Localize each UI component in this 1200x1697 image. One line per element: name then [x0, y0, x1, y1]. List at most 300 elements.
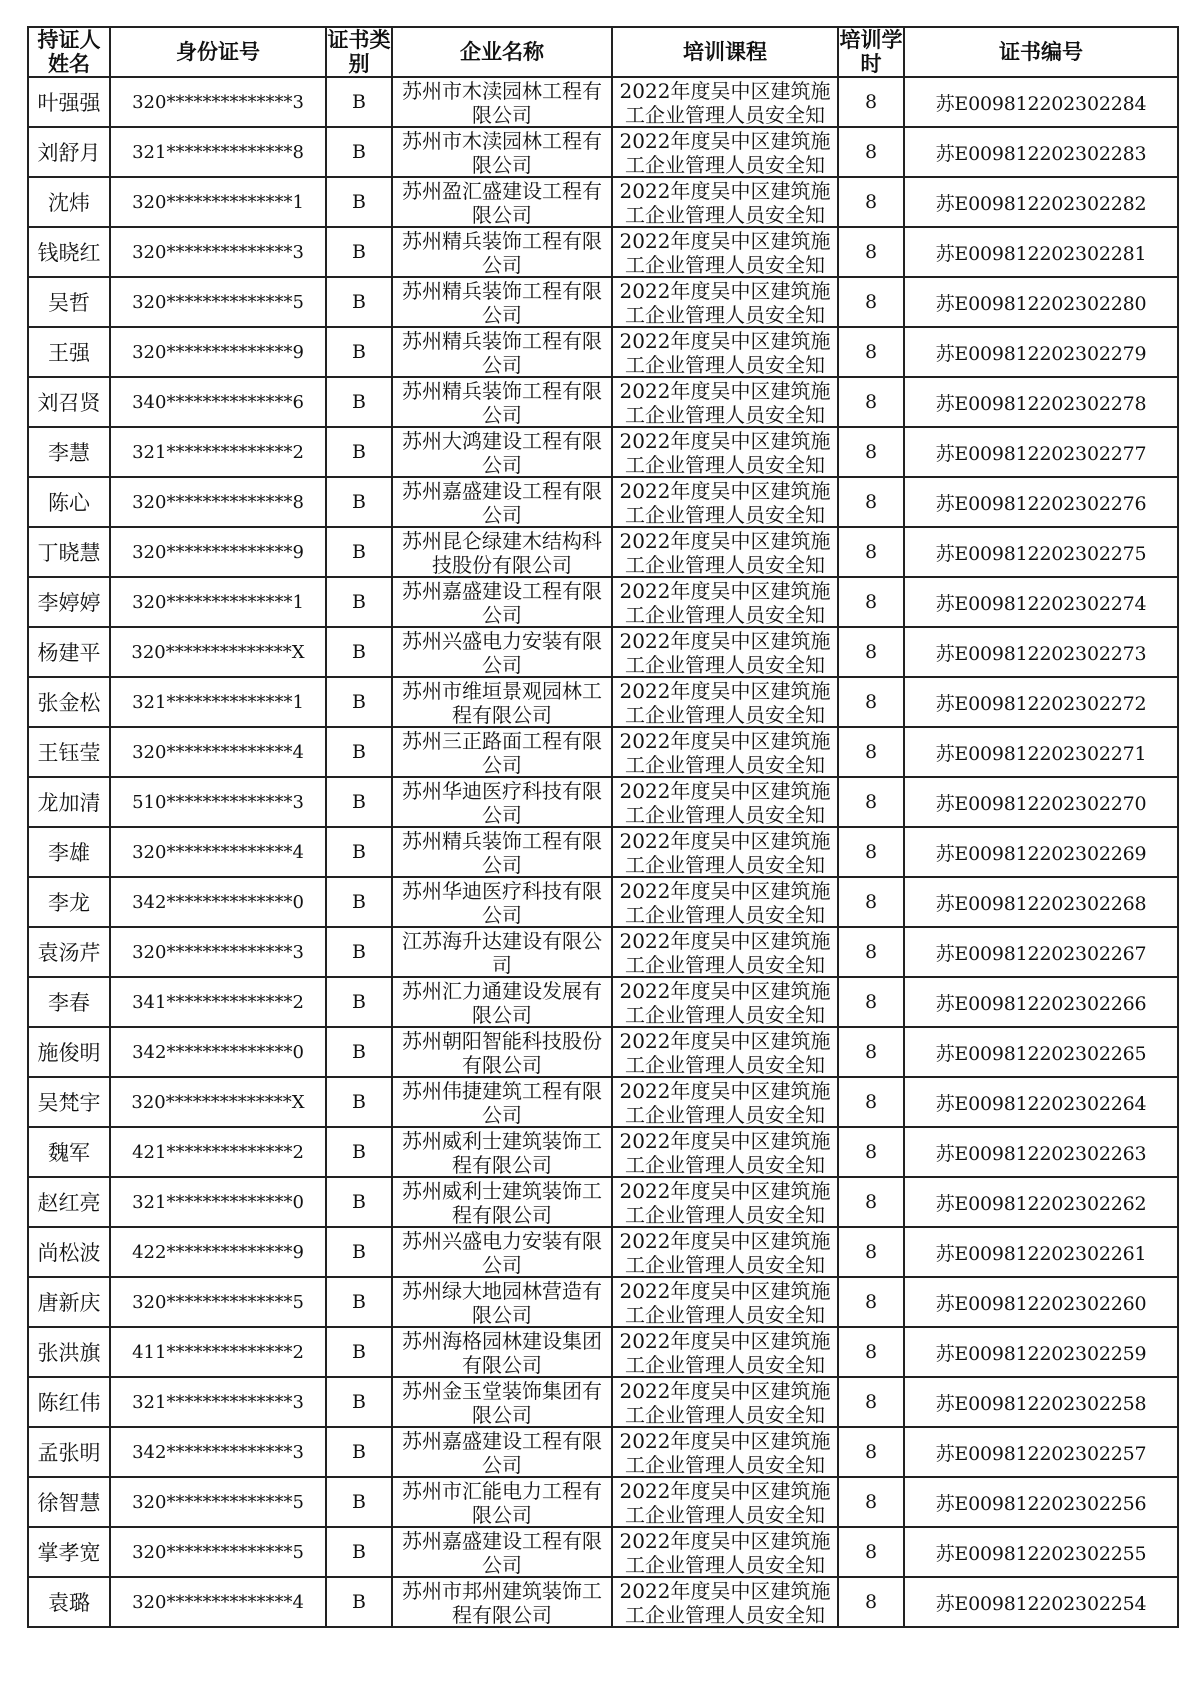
cell-course-clip	[613, 629, 837, 675]
cell-course-container	[612, 1377, 838, 1427]
cell-id-number: 341**************2	[110, 977, 326, 1027]
cell-company-clip	[393, 279, 611, 325]
cell-cert-number: 苏E009812202302275	[904, 527, 1178, 577]
cell-course: 2022年度吴中区建筑施工企业管理人员安全知	[619, 1029, 831, 1075]
cell-hours: 8	[838, 1227, 904, 1277]
cell-id-number: 320**************5	[110, 1527, 326, 1577]
cell-course: 2022年度吴中区建筑施工企业管理人员安全知	[619, 1129, 831, 1175]
table-row	[28, 777, 1178, 827]
cell-course-container	[612, 927, 838, 977]
cell-course-clip	[613, 529, 837, 575]
cell-cert-number: 苏E009812202302281	[904, 227, 1178, 277]
cell-company-container	[392, 1377, 612, 1427]
cell-course-container	[612, 1477, 838, 1527]
cell-id-number: 342**************3	[110, 1427, 326, 1477]
cell-name: 唐新庆	[28, 1277, 110, 1327]
cell-hours: 8	[838, 777, 904, 827]
cell-course: 2022年度吴中区建筑施工企业管理人员安全知	[619, 329, 831, 375]
cell-company: 苏州昆仑绿建木结构科技股份有限公司	[402, 529, 602, 575]
cell-course-clip	[613, 1329, 837, 1375]
cell-name: 李春	[28, 977, 110, 1027]
header-company: 企业名称	[392, 27, 612, 77]
cell-cert-type: B	[326, 527, 392, 577]
cell-name: 施俊明	[28, 1027, 110, 1077]
cell-course: 2022年度吴中区建筑施工企业管理人员安全知	[619, 129, 831, 175]
cell-name: 张金松	[28, 677, 110, 727]
cell-company-container	[392, 1477, 612, 1527]
cell-cert-type: B	[326, 1527, 392, 1577]
cell-course: 2022年度吴中区建筑施工企业管理人员安全知	[619, 179, 831, 225]
cell-company-container	[392, 427, 612, 477]
cell-name: 丁晓慧	[28, 527, 110, 577]
cell-course-clip	[613, 1029, 837, 1075]
table-row	[28, 1277, 1178, 1327]
cell-company: 苏州精兵装饰工程有限公司	[402, 279, 602, 325]
cell-company-clip	[393, 1179, 611, 1225]
cell-company-container	[392, 1277, 612, 1327]
cell-cert-number: 苏E009812202302269	[904, 827, 1178, 877]
cell-name: 赵红亮	[28, 1177, 110, 1227]
cell-id-number: 422**************9	[110, 1227, 326, 1277]
cell-company-container	[392, 777, 612, 827]
cell-name: 陈心	[28, 477, 110, 527]
cell-course-clip	[613, 229, 837, 275]
cell-course-container	[612, 227, 838, 277]
cell-course: 2022年度吴中区建筑施工企业管理人员安全知	[619, 629, 831, 675]
header-id-number: 身份证号	[110, 27, 326, 77]
cell-hours: 8	[838, 1527, 904, 1577]
cell-hours: 8	[838, 927, 904, 977]
cell-hours: 8	[838, 127, 904, 177]
cell-cert-type: B	[326, 727, 392, 777]
cell-company: 苏州威利士建筑装饰工程有限公司	[402, 1129, 602, 1175]
cell-course-container	[612, 1077, 838, 1127]
cell-cert-type: B	[326, 1277, 392, 1327]
cell-cert-number: 苏E009812202302267	[904, 927, 1178, 977]
cell-company-clip	[393, 529, 611, 575]
cell-id-number: 320**************3	[110, 927, 326, 977]
cell-course-clip	[613, 1429, 837, 1475]
table-row	[28, 677, 1178, 727]
cell-company-clip	[393, 1029, 611, 1075]
cell-hours: 8	[838, 77, 904, 127]
cell-cert-number: 苏E009812202302274	[904, 577, 1178, 627]
cell-course-container	[612, 1327, 838, 1377]
table-row	[28, 1527, 1178, 1577]
cell-id-number: 320**************9	[110, 327, 326, 377]
cell-course-container	[612, 1527, 838, 1577]
cell-cert-number: 苏E009812202302259	[904, 1327, 1178, 1377]
header-cert-number: 证书编号	[904, 27, 1178, 77]
cell-course-container	[612, 327, 838, 377]
cell-company: 苏州三正路面工程有限公司	[402, 729, 602, 775]
cell-name: 袁璐	[28, 1577, 110, 1627]
cell-course-clip	[613, 1529, 837, 1575]
cell-cert-number: 苏E009812202302273	[904, 627, 1178, 677]
table-row	[28, 127, 1178, 177]
cell-name: 吴哲	[28, 277, 110, 327]
cell-cert-type: B	[326, 377, 392, 427]
cell-course: 2022年度吴中区建筑施工企业管理人员安全知	[619, 829, 831, 875]
table-row	[28, 227, 1178, 277]
cell-course: 2022年度吴中区建筑施工企业管理人员安全知	[619, 1179, 831, 1225]
cell-cert-number: 苏E009812202302282	[904, 177, 1178, 227]
cell-course-container	[612, 1027, 838, 1077]
cell-cert-number: 苏E009812202302284	[904, 77, 1178, 127]
cell-company-container	[392, 1527, 612, 1577]
cell-id-number: 320**************3	[110, 77, 326, 127]
cell-cert-number: 苏E009812202302254	[904, 1577, 1178, 1627]
cell-cert-number: 苏E009812202302261	[904, 1227, 1178, 1277]
cell-hours: 8	[838, 377, 904, 427]
cell-company-container	[392, 177, 612, 227]
table-row	[28, 1427, 1178, 1477]
cell-company-clip	[393, 679, 611, 725]
table-row	[28, 177, 1178, 227]
header-name: 持证人姓名	[28, 27, 110, 77]
cell-course-container	[612, 627, 838, 677]
cell-name: 张洪旗	[28, 1327, 110, 1377]
cell-course-container	[612, 1127, 838, 1177]
table-row	[28, 577, 1178, 627]
cell-cert-number: 苏E009812202302265	[904, 1027, 1178, 1077]
cell-course-clip	[613, 429, 837, 475]
cell-cert-type: B	[326, 77, 392, 127]
cell-company-container	[392, 477, 612, 527]
cell-company-container	[392, 1577, 612, 1627]
cell-cert-type: B	[326, 427, 392, 477]
cell-hours: 8	[838, 1477, 904, 1527]
cell-cert-number: 苏E009812202302256	[904, 1477, 1178, 1527]
table-row	[28, 477, 1178, 527]
table-row	[28, 277, 1178, 327]
cell-course-container	[612, 977, 838, 1027]
cell-company: 苏州市木渎园林工程有限公司	[402, 79, 602, 125]
cell-company: 苏州嘉盛建设工程有限公司	[402, 579, 602, 625]
cell-course-clip	[613, 329, 837, 375]
cell-cert-type: B	[326, 777, 392, 827]
cell-company: 苏州金玉堂装饰集团有限公司	[402, 1379, 602, 1425]
cell-course-clip	[613, 929, 837, 975]
cell-hours: 8	[838, 277, 904, 327]
cell-course-clip	[613, 1129, 837, 1175]
cell-company-container	[392, 927, 612, 977]
cell-id-number: 411**************2	[110, 1327, 326, 1377]
cell-id-number: 421**************2	[110, 1127, 326, 1177]
cell-cert-type: B	[326, 327, 392, 377]
cell-name: 陈红伟	[28, 1377, 110, 1427]
cell-name: 刘召贤	[28, 377, 110, 427]
cell-course-clip	[613, 879, 837, 925]
cell-course: 2022年度吴中区建筑施工企业管理人员安全知	[619, 929, 831, 975]
cell-company-clip	[393, 379, 611, 425]
cell-hours: 8	[838, 827, 904, 877]
cell-hours: 8	[838, 1327, 904, 1377]
cell-cert-type: B	[326, 1577, 392, 1627]
cell-cert-number: 苏E009812202302280	[904, 277, 1178, 327]
table-row	[28, 1377, 1178, 1427]
table-header	[28, 27, 1178, 77]
cell-company-clip	[393, 979, 611, 1025]
cell-company-clip	[393, 1379, 611, 1425]
cell-course: 2022年度吴中区建筑施工企业管理人员安全知	[619, 1229, 831, 1275]
cell-cert-type: B	[326, 177, 392, 227]
cell-company-container	[392, 677, 612, 727]
cell-company: 苏州大鸿建设工程有限公司	[402, 429, 602, 475]
cell-course-clip	[613, 579, 837, 625]
cell-course-clip	[613, 979, 837, 1025]
cell-course: 2022年度吴中区建筑施工企业管理人员安全知	[619, 1379, 831, 1425]
cell-cert-number: 苏E009812202302262	[904, 1177, 1178, 1227]
cell-course-clip	[613, 279, 837, 325]
cell-course: 2022年度吴中区建筑施工企业管理人员安全知	[619, 379, 831, 425]
cell-cert-number: 苏E009812202302272	[904, 677, 1178, 727]
cell-id-number: 510**************3	[110, 777, 326, 827]
cell-id-number: 320**************8	[110, 477, 326, 527]
cell-course-clip	[613, 1079, 837, 1125]
cell-company-container	[392, 1077, 612, 1127]
table-row	[28, 927, 1178, 977]
cell-company-clip	[393, 1079, 611, 1125]
cell-company-container	[392, 277, 612, 327]
cell-course: 2022年度吴中区建筑施工企业管理人员安全知	[619, 79, 831, 125]
cell-cert-type: B	[326, 1177, 392, 1227]
cell-id-number: 320**************X	[110, 1077, 326, 1127]
cell-cert-type: B	[326, 127, 392, 177]
cell-cert-number: 苏E009812202302283	[904, 127, 1178, 177]
table-row	[28, 1577, 1178, 1627]
cell-hours: 8	[838, 1077, 904, 1127]
cell-course-container	[612, 477, 838, 527]
cell-course: 2022年度吴中区建筑施工企业管理人员安全知	[619, 1479, 831, 1525]
cell-company-clip	[393, 1479, 611, 1525]
header-cert-type: 证书类别	[327, 28, 391, 76]
cell-company-container	[392, 727, 612, 777]
cell-course-clip	[613, 79, 837, 125]
cell-course: 2022年度吴中区建筑施工企业管理人员安全知	[619, 279, 831, 325]
table-row	[28, 1327, 1178, 1377]
cell-hours: 8	[838, 1277, 904, 1327]
cell-name: 袁汤芹	[28, 927, 110, 977]
cell-company-clip	[393, 579, 611, 625]
cell-id-number: 320**************5	[110, 277, 326, 327]
cell-name: 龙加清	[28, 777, 110, 827]
cell-company-container	[392, 527, 612, 577]
cell-id-number: 320**************3	[110, 227, 326, 277]
table-row	[28, 1477, 1178, 1527]
cell-company-container	[392, 577, 612, 627]
cell-course-clip	[613, 1379, 837, 1425]
cell-cert-number: 苏E009812202302258	[904, 1377, 1178, 1427]
cell-name: 钱晓红	[28, 227, 110, 277]
cell-company-container	[392, 227, 612, 277]
cell-company-clip	[393, 829, 611, 875]
cell-cert-number: 苏E009812202302260	[904, 1277, 1178, 1327]
cell-name: 徐智慧	[28, 1477, 110, 1527]
cell-cert-type: B	[326, 1327, 392, 1377]
cell-cert-type: B	[326, 1227, 392, 1277]
cell-course-container	[612, 127, 838, 177]
cell-course-clip	[613, 729, 837, 775]
header-hours: 培训学时	[839, 28, 903, 76]
cell-company-clip	[393, 79, 611, 125]
cell-cert-type: B	[326, 1427, 392, 1477]
cell-cert-type: B	[326, 577, 392, 627]
cell-name: 李雄	[28, 827, 110, 877]
cell-course-clip	[613, 1179, 837, 1225]
cell-cert-number: 苏E009812202302277	[904, 427, 1178, 477]
cell-course-clip	[613, 779, 837, 825]
cell-company: 苏州市木渎园林工程有限公司	[402, 129, 602, 175]
cell-cert-type: B	[326, 277, 392, 327]
cell-company-clip	[393, 1329, 611, 1375]
cell-company-container	[392, 1427, 612, 1477]
cell-name: 李慧	[28, 427, 110, 477]
cell-cert-type: B	[326, 1127, 392, 1177]
cell-company-container	[392, 827, 612, 877]
cell-course: 2022年度吴中区建筑施工企业管理人员安全知	[619, 1429, 831, 1475]
cell-company-clip	[393, 429, 611, 475]
cell-course: 2022年度吴中区建筑施工企业管理人员安全知	[619, 529, 831, 575]
table-row	[28, 977, 1178, 1027]
table-row	[28, 1127, 1178, 1177]
cell-hours: 8	[838, 1577, 904, 1627]
cell-course-clip	[613, 379, 837, 425]
cell-name: 刘舒月	[28, 127, 110, 177]
cell-hours: 8	[838, 527, 904, 577]
cell-course: 2022年度吴中区建筑施工企业管理人员安全知	[619, 1329, 831, 1375]
cell-id-number: 320**************X	[110, 627, 326, 677]
header-course: 培训课程	[612, 27, 838, 77]
cell-course-container	[612, 1277, 838, 1327]
cell-course: 2022年度吴中区建筑施工企业管理人员安全知	[619, 579, 831, 625]
cell-hours: 8	[838, 677, 904, 727]
cell-hours: 8	[838, 1027, 904, 1077]
certificate-roster-table	[27, 26, 1179, 1628]
cell-company-container	[392, 1227, 612, 1277]
cell-company: 苏州朝阳智能科技股份有限公司	[402, 1029, 602, 1075]
cell-company-clip	[393, 929, 611, 975]
cell-course-clip	[613, 479, 837, 525]
cell-company-container	[392, 1177, 612, 1227]
cell-company: 苏州伟捷建筑工程有限公司	[402, 1079, 602, 1125]
cell-course: 2022年度吴中区建筑施工企业管理人员安全知	[619, 879, 831, 925]
cell-company-clip	[393, 779, 611, 825]
cell-company: 苏州兴盛电力安装有限公司	[402, 629, 602, 675]
cell-hours: 8	[838, 1127, 904, 1177]
cell-course: 2022年度吴中区建筑施工企业管理人员安全知	[619, 979, 831, 1025]
cell-name: 王强	[28, 327, 110, 377]
cell-company: 江苏海升达建设有限公司	[402, 929, 602, 975]
cell-company: 苏州嘉盛建设工程有限公司	[402, 479, 602, 525]
cell-company: 苏州华迪医疗科技有限公司	[402, 879, 602, 925]
cell-company-clip	[393, 1579, 611, 1625]
cell-cert-number: 苏E009812202302264	[904, 1077, 1178, 1127]
cell-cert-number: 苏E009812202302271	[904, 727, 1178, 777]
cell-hours: 8	[838, 627, 904, 677]
cell-company-container	[392, 877, 612, 927]
cell-name: 沈炜	[28, 177, 110, 227]
cell-course-container	[612, 277, 838, 327]
cell-company: 苏州市维垣景观园林工程有限公司	[402, 679, 602, 725]
cell-company-container	[392, 627, 612, 677]
cell-cert-type: B	[326, 1027, 392, 1077]
cell-company: 苏州精兵装饰工程有限公司	[402, 329, 602, 375]
cell-hours: 8	[838, 1177, 904, 1227]
table-row	[28, 527, 1178, 577]
cell-id-number: 320**************1	[110, 577, 326, 627]
cell-course: 2022年度吴中区建筑施工企业管理人员安全知	[619, 779, 831, 825]
cell-company: 苏州市邦州建筑装饰工程有限公司	[402, 1579, 602, 1625]
cell-hours: 8	[838, 327, 904, 377]
cell-id-number: 321**************2	[110, 427, 326, 477]
cell-company: 苏州精兵装饰工程有限公司	[402, 229, 602, 275]
cell-course-container	[612, 1227, 838, 1277]
cell-course: 2022年度吴中区建筑施工企业管理人员安全知	[619, 679, 831, 725]
cell-company-clip	[393, 129, 611, 175]
cell-cert-type: B	[326, 827, 392, 877]
cell-course: 2022年度吴中区建筑施工企业管理人员安全知	[619, 429, 831, 475]
cell-id-number: 320**************1	[110, 177, 326, 227]
cell-company: 苏州市汇能电力工程有限公司	[402, 1479, 602, 1525]
cell-name: 孟张明	[28, 1427, 110, 1477]
cell-course-container	[612, 377, 838, 427]
cell-course-container	[612, 877, 838, 927]
cell-cert-type: B	[326, 627, 392, 677]
cell-name: 尚松波	[28, 1227, 110, 1277]
cell-company-container	[392, 127, 612, 177]
cell-cert-number: 苏E009812202302268	[904, 877, 1178, 927]
table-row	[28, 1177, 1178, 1227]
cell-course-clip	[613, 129, 837, 175]
cell-course: 2022年度吴中区建筑施工企业管理人员安全知	[619, 729, 831, 775]
cell-course-container	[612, 1177, 838, 1227]
table-row	[28, 327, 1178, 377]
cell-name: 掌孝宽	[28, 1527, 110, 1577]
cell-company: 苏州嘉盛建设工程有限公司	[402, 1429, 602, 1475]
cell-course-clip	[613, 1579, 837, 1625]
cell-company-clip	[393, 629, 611, 675]
cell-course-container	[612, 177, 838, 227]
cell-id-number: 320**************4	[110, 1577, 326, 1627]
cell-hours: 8	[838, 977, 904, 1027]
cell-cert-number: 苏E009812202302270	[904, 777, 1178, 827]
cell-hours: 8	[838, 227, 904, 277]
cell-hours: 8	[838, 1377, 904, 1427]
cell-company-clip	[393, 879, 611, 925]
cell-course-container	[612, 527, 838, 577]
cell-course: 2022年度吴中区建筑施工企业管理人员安全知	[619, 479, 831, 525]
cell-id-number: 320**************5	[110, 1277, 326, 1327]
cell-company-clip	[393, 729, 611, 775]
cell-company-container	[392, 327, 612, 377]
table-row	[28, 1027, 1178, 1077]
cell-company-container	[392, 1127, 612, 1177]
cell-company-clip	[393, 1529, 611, 1575]
cell-hours: 8	[838, 877, 904, 927]
cell-cert-type: B	[326, 1377, 392, 1427]
cell-company-clip	[393, 229, 611, 275]
table-row	[28, 377, 1178, 427]
cell-company-clip	[393, 179, 611, 225]
cell-company: 苏州嘉盛建设工程有限公司	[402, 1529, 602, 1575]
cell-id-number: 321**************1	[110, 677, 326, 727]
cell-course-container	[612, 1577, 838, 1627]
cell-id-number: 321**************0	[110, 1177, 326, 1227]
cell-cert-number: 苏E009812202302266	[904, 977, 1178, 1027]
cell-company: 苏州华迪医疗科技有限公司	[402, 779, 602, 825]
cell-cert-number: 苏E009812202302278	[904, 377, 1178, 427]
